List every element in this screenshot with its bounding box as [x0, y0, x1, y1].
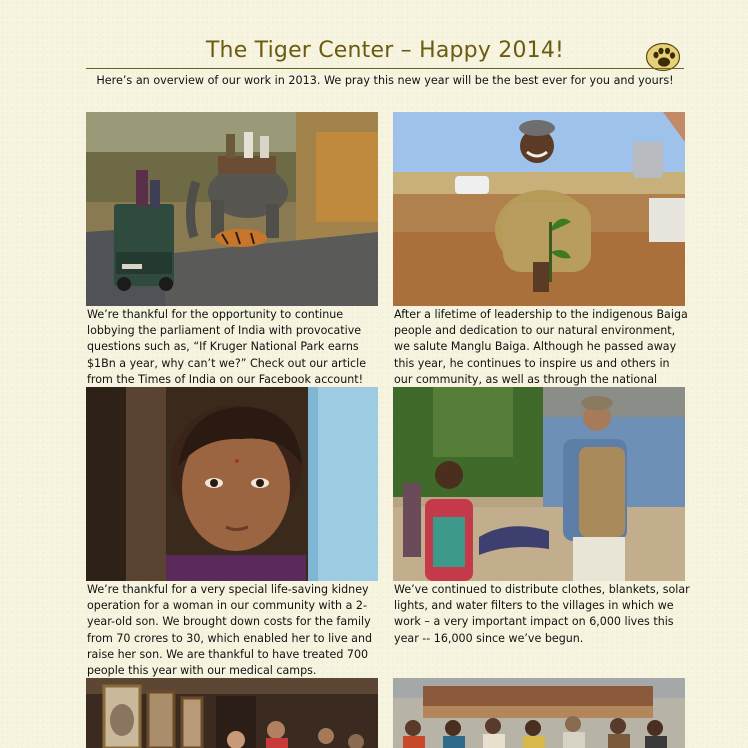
caption-lobbying: We’re thankful for the opportunity to continue lobbying the parliament of India with provocative questions such as, “If Kruger National Park earns $1Bn a year, why can’t we?” Check out our article from the Times of India on our Facebook account! [87, 308, 367, 386]
caption-kidney-operation: We’re thankful for a very special life-saving kidney operation for a woman in our community with a 2-year-old son. We brought down costs for the family from 70 crores to 30, which enabled her to live and raise her son. We are thankful to have treated 700 people this year with our medical camps. [87, 583, 373, 678]
boy-portrait-photo [86, 387, 378, 581]
village-group-photo [393, 678, 685, 748]
blanket-distribution-photo [393, 387, 685, 581]
caption-manglu-baiga: After a lifetime of leadership to the indigenous Baiga people and dedication to our natural environment, we salute Manglu Baiga. Although he passed away this year, he continues to inspire us and others in our community, as well as through the national [394, 308, 688, 386]
manglu-baiga-photo [393, 112, 685, 306]
tiger-safari-photo [86, 112, 378, 306]
intro-text: Here’s an overview of our work in 2013. We pray this new year will be the best ever for you and yours! [96, 74, 674, 87]
page-title: The Tiger Center – Happy 2014! [205, 38, 565, 63]
gallery-visit-photo [86, 678, 378, 748]
title-divider [86, 68, 684, 69]
paw-print-icon [646, 43, 680, 71]
caption-distribution: We’ve continued to distribute clothes, blankets, solar lights, and water filters to the villages in which we work – a very important impact on 6,000 lives this year -- 16,000 since we’ve begun. [394, 583, 690, 645]
